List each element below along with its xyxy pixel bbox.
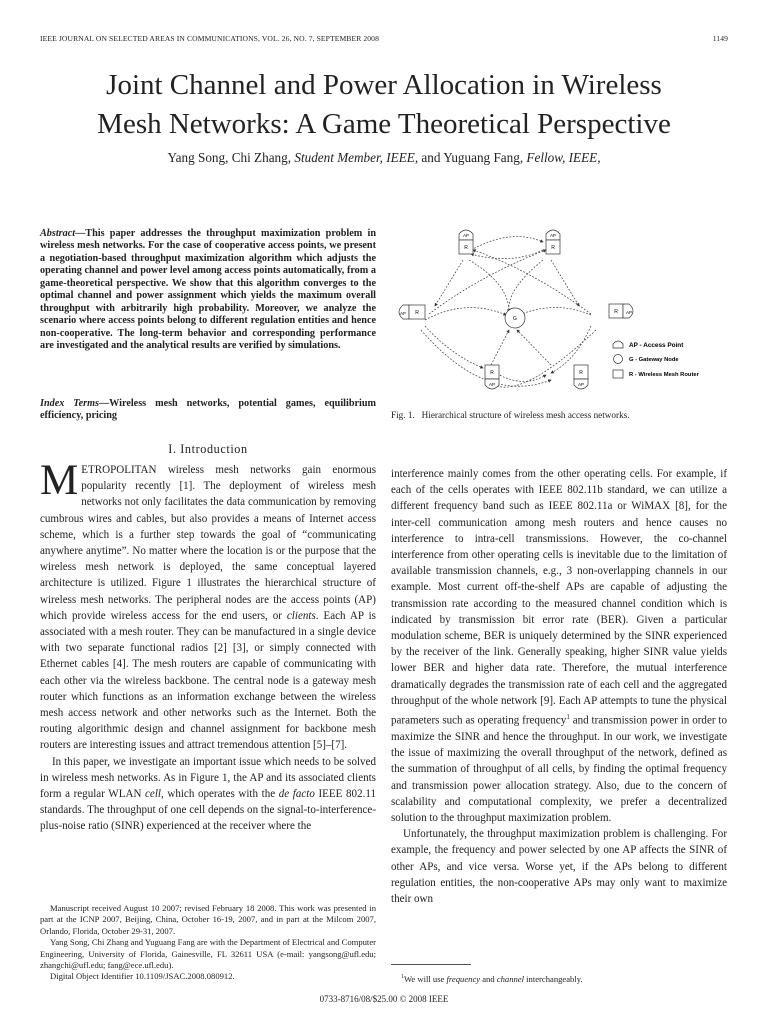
intro-paragraph-1: METROPOLITAN wireless mesh networks gain enormous popularity recently [1]. The deployment of wireless mesh networks not only facilitates the data communication by removing cumbrous wires and cables, but also provides a means of Internet access scheme, which is a further step towards the goal of “communicating anywhere anytime”. No matter where the location is or the purpose that the wireless mesh network is deployed, the same conceptual layered architecture is utilized. Figure 1 illustrates the hierarchical structure of wireless mesh networks. The peripheral nodes are the access points (AP) which provide wireless access for the end users, or clients. Each AP is associated with a mesh router. They can be manufactured in a single device with two separate functional radios [2] [3], or simply connected with Ethernet cables [4]. The mesh routers are capable of communicating with each other via the wireless backbone. The central node is a gateway mesh router which functions as an information exchange between the wireless mesh access network and other networks such as the Internet. Both the routing algorithmic design and channel assignment for backbone mesh routers are interesting issues and attract tremendous attention [5]–[7]. [40,457,376,752]
svg-text:R: R [579,370,583,376]
abstract-label: Abstract [40,228,76,239]
node-ap-left [399,305,425,319]
intro-right-column [391,466,727,907]
figure-1-network-diagram [391,220,727,400]
title-line-2: Mesh Networks: A Game Theoretical Perspective [97,108,671,140]
abstract [40,228,376,353]
node-ap-top-right [546,230,560,254]
right-paragraph-2: Unfortunately, the throughput maximization problem is challenging. For example, the frequency and power selected by one AP affects the SINR of other APs, and vice versa. Worse yet, if the APs belong to different regulation entities, the non-cooperative APs may only want to maximize their own [391,828,727,905]
node-ap-bottom-left [485,365,499,389]
index-terms-label: Index Terms [40,398,99,409]
right-paragraph-1: interference mainly comes from the other operating cells. For example, if each of the cells operates with IEEE 802.11b standard, we can utilize a different frequency band such as IEEE 802.11a or WiMAX [8], for the inter-cell communication among mesh routers and hence causes no interference to intra-cell transmissions. However, the co-channel interference from other operating cells is inevitable due to the limitation of available transmission channels, e.g., 3 non-overlapping channels in our example. Most current off-the-shelf APs are capable of adjusting the transmission rate according to the measured channel condition which is indicated by transmission bit error rate (BER). Given a particular modulation scheme, BER is uniquely determined by the SINR experienced by the receiver of the link. Generally speaking, higher SINR value yields lower BER and higher data rate. Therefore, the mutual interference dramatically degrades the transmission rate of each cell and the aggregated throughput of the whole network [9]. Each AP attempts to tune the physical parameters such as operating frequency$^1$ and transmission power in order to maximize the SINR and hence the throughput. In our work, we investigate the issue of maximizing the overall throughput of the network, defined as the summation of throughput of all cells, by finding the optimal frequency and transmission power allocation strategy. Also, due to the concern of scalability and computational complexity, we prefer a decentralized solution to the throughput maximization problem. [391,468,727,824]
legend-access-point: AP - Access Point [629,342,684,349]
svg-text:R: R [551,245,555,251]
copyright-line: 0733-8716/08/$25.00 © 2008 IEEE [319,994,449,1004]
index-terms [40,398,376,423]
svg-text:AP: AP [549,233,557,238]
footnote-affiliation: Yang Song, Chi Zhang and Yuguang Fang are with the Department of Electrical and Computer Engineering, University of Florida, Gainesville, FL 32611 USA (e-mail: yangsong@ufl.edu; zhangchi@ufl.edu; fang@ece.ufl.edu). [40,937,376,971]
paper-title [0,66,768,144]
author-role-1: Student Member, IEEE, [294,150,419,165]
title-line-1: Joint Channel and Power Allocation in Wireless [106,69,662,101]
page-number: 1149 [712,34,728,43]
footnote-received: Manuscript received August 10 2007; revised February 18 2008. This work was presented in part at the ICNP 2007, Beijing, China, October 16-19, 2007, and in part at the Milcom 2007, Orlando, Florida, October 29-31, 2007. [40,903,376,936]
node-ap-bottom-right [574,365,588,389]
footnote-rule [391,964,471,965]
first-page-footnotes [40,903,376,983]
node-ap-top-left [459,230,473,254]
index-terms-text: —Wireless mesh networks, potential games, equilibrium efficiency, pricing [40,398,376,422]
svg-text:AP: AP [488,382,496,387]
section-heading: I. Introduction [168,442,248,456]
author-role-2: Fellow, IEEE, [526,150,601,165]
figure-legend [613,341,700,378]
node-ap-right [609,304,633,318]
svg-text:AP: AP [577,382,585,387]
svg-text:R: R [415,310,419,316]
svg-text:R: R [464,245,468,251]
intro-left-column [40,457,377,835]
drop-cap: M [40,457,79,504]
svg-text:AP: AP [399,311,407,316]
legend-gateway: G - Gateway Node [629,357,679,363]
author-names-1: Yang Song, Chi Zhang, [167,150,295,165]
svg-text:AP: AP [625,310,633,315]
intro-paragraph-2: In this paper, we investigate an important issue which needs to be solved in wireless mesh networks. As in Figure 1, the AP and its associated clients form a regular WLAN cell, which operates with the de facto IEEE 802.11 standards. The throughput of one cell depends on the signal-to-interference-plus-noise ratio (SINR) experienced at the receiver where the [40,755,377,833]
figure-1-caption: Fig. 1. Hierarchical structure of wireless mesh access networks. [391,410,630,420]
author-line [0,150,768,166]
footnote-1: $^1$We will use frequency and channel interchangeably. [401,974,583,984]
footnote-doi: Digital Object Identifier 10.1109/JSAC.2008.080912. [50,971,235,982]
svg-text:AP: AP [462,233,470,238]
svg-text:R: R [490,370,494,376]
gateway-node [505,308,525,328]
legend-mesh-router: R - Wireless Mesh Router [629,372,699,378]
author-and: and Yuguang Fang, [418,150,527,165]
abstract-text: —This paper addresses the throughput maximization problem in wireless mesh networks. For the case of cooperative access points, we present a negotiation-based throughput maximization algorithm which adjusts the operating channel and power level among access points automatically, from a game-theoretical perspective. We show that this algorithm converges to the optimal channel and power assignment which yields the maximum overall throughput with arbitrarily high probability. Moreover, we analyze the scenario where access points belong to different regulation entities and hence non-cooperative. The long-term behavior and corresponding performance are investigated and the analytical results are verified by simulations. [40,228,376,352]
svg-text:G: G [513,316,517,322]
running-header [40,34,728,43]
svg-text:R: R [614,309,618,315]
journal-name: IEEE JOURNAL ON SELECTED AREAS IN COMMUNICATIONS, VOL. 26, NO. 7, SEPTEMBER 2008 [40,34,379,43]
